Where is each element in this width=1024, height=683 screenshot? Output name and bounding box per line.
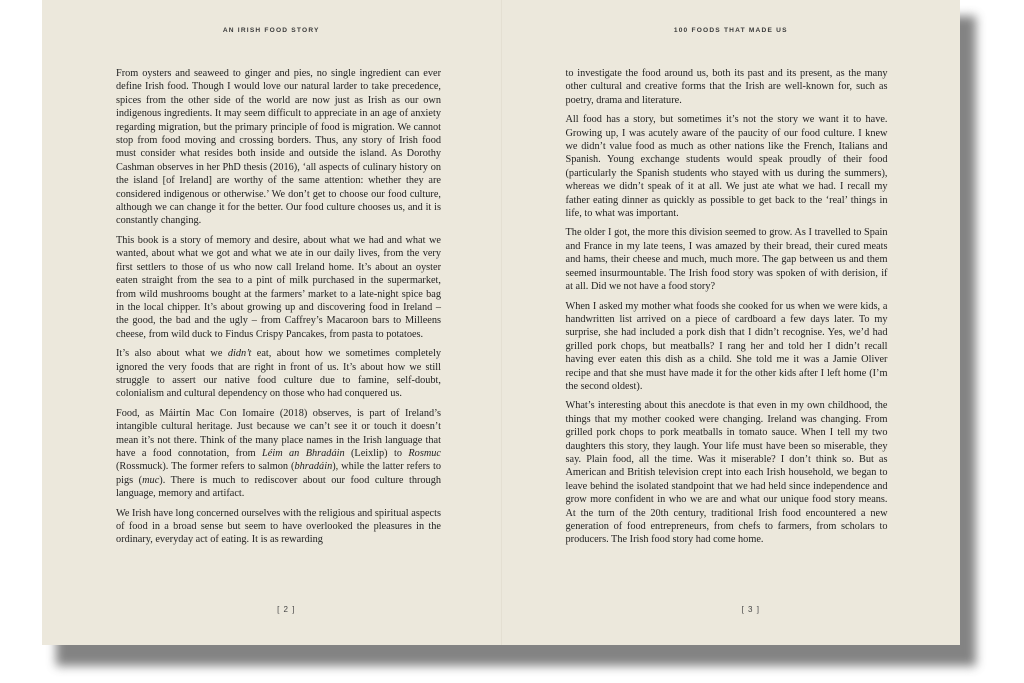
emphasis: muc (142, 474, 160, 486)
left-page (42, 0, 501, 645)
page-number-left: [ 2 ] (277, 605, 296, 614)
paragraph: It’s also about what we didn’t eat, about how we sometimes completely ignored the very foods that are right in front of us. It’s about how we still struggle to assert our native food culture due to famine, self-doubt, colonialism and cultural dependency on those who had conquered us. (116, 348, 441, 400)
right-page-body (566, 67, 888, 553)
paragraph: This book is a story of memory and desire, about what we had and what we wanted, about what we got and what we ate in our daily lives, from the very first settlers to those of us who now call Ireland home. It’s about an oyster eaten straight from the sea to a pint of milk purchased in the supermarket, from wild mushrooms bought at the farmers’ market to a late-night spice bag in the local chipper. It’s about growing up and discovering food in Ireland – the good, the bad and the ugly – from Caffrey’s Macaroon bars to Milleens cheese, from wild duck to Findus Crispy Pancakes, from pasta to potatoes. (116, 234, 441, 340)
paragraph: What’s interesting about this anecdote is that even in my own childhood, the things that my mother cooked were changing. Ireland was changing. From grilled pork chops to pork meatballs in tomato sauce. When I tell my two daughters this story, they laugh. Your life must have been so miserable, they say. Plain food, all the time. Was it miserable? I don’t think so. But as American and British television crept into each Irish household, we began to leave behind the isolated standpoint that we had held since independence and grow more confident in who we are and what our unique food story means. At the turn of the 20th century, traditional Irish food encountered a new generation of food entrepreneurs, from chefs to farmers, from scholars to producers. The Irish food story had come home. (565, 400, 888, 546)
emphasis: Rosmuc (408, 447, 441, 459)
paragraph: Food, as Máirtín Mac Con Iomaire (2018) observes, is part of Ireland’s intangible cultural heritage. Just because we can’t see it or touch it doesn’t mean it’s not there. Think of the many place names in the Irish language that have a food connotation, from Léim an Bhradáin (Leixlip) to Rosmuc (Rossmuck). The former refers to salmon (bhradáin), while the latter refers to pigs (muc). There is much to rediscover about our food culture through language, memory and artifact. (116, 407, 441, 500)
paragraph: All food has a story, but sometimes it’s not the story we want it to have. Growing up, I was acutely aware of the paucity of our food culture. I knew we didn’t value food as much as other nations like the French, Italians and Spanish. Young exchange students would speak proudly of their food (particularly the Spanish students who stayed with us during the summers), whereas we didn’t speak of it at all. We just ate what we had. I recall my father eating dinner as quickly as possible to get back to the ‘real’ things in life, to what was important. (565, 114, 888, 220)
running-head-left: AN IRISH FOOD STORY (222, 27, 320, 34)
emphasis: bhradáin (294, 461, 333, 473)
paragraph: to investigate the food around us, both its past and its present, as the many other cultural and creative forms that the Irish are well-known for, such as poetry, drama and literature. (565, 68, 888, 106)
emphasis: Léim an Bhradáin (262, 447, 345, 459)
emphasis: didn’t (227, 348, 252, 360)
left-page-body (116, 67, 441, 553)
paragraph: When I asked my mother what foods she cooked for us when we were kids, a handwritten list arrived on a piece of cardboard a few days later. To my surprise, she had included a pork dish that I didn’t recognise. Yes, we’d had grilled pork chops, but meatballs? I rang her and told her I didn’t recall having ever eaten this dish as a child. She told me it was a Jamie Oliver recipe and that she must have made it for the other kids after I left home (I’m the second oldest). (565, 300, 888, 392)
book-spread (42, 0, 960, 645)
running-head-right: 100 FOODS THAT MADE US (673, 27, 788, 34)
right-page (501, 0, 961, 645)
paragraph: From oysters and seaweed to ginger and pies, no single ingredient can ever define Irish food. Though I would love our natural larder to take precedence, spices from the other side of the world are now just as Irish as our own indigenous ingredients. It may seem difficult to appreciate in an age of anxiety regarding migration, but the primary principle of food is migration. We cannot stop from food moving and crossing borders. Thus, any story of Irish food must consider what resides both inside and outside the island. As Dorothy Cashman observes in her PhD thesis (2016), ‘all aspects of culinary history on the island [of Ireland] are worthy of the same attention: whether they are considered indigenous or otherwise.’ We don’t get to choose our food culture, although we can change it for the better. Our food culture chooses us, and it is constantly changing. (116, 68, 441, 227)
page-number-right: [ 3 ] (741, 605, 760, 614)
paragraph: The older I got, the more this division seemed to grow. As I travelled to Spain and France in my late teens, I was amazed by their bread, their cured meats and hams, their cheese and much, much more. The gap between us and them seemed insurmountable. The Irish food story was spoken of with derision, if at all. Did we not have a food story? (565, 227, 888, 293)
paragraph: We Irish have long concerned ourselves with the religious and spiritual aspects of food in a broad sense but seem to have overlooked the pleasures in the ordinary, everyday act of eating. It is as rewarding (116, 507, 441, 546)
